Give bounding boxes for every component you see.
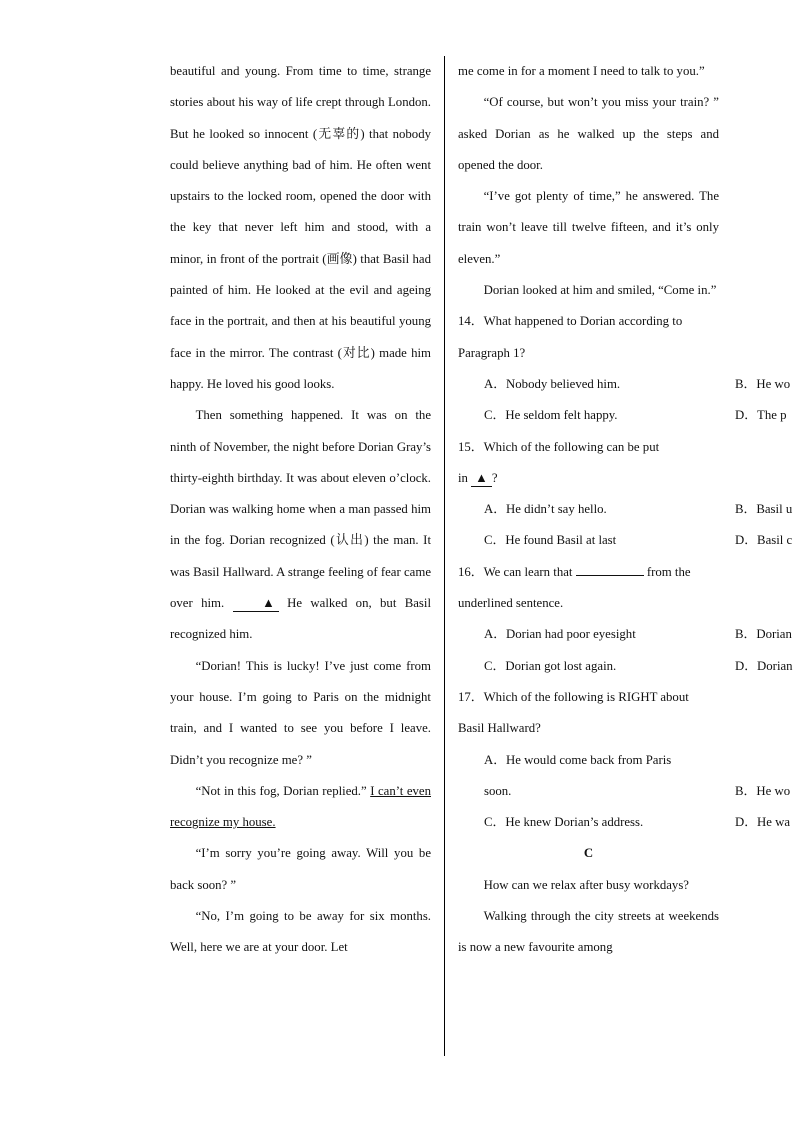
question-14-options-row-1 xyxy=(458,369,794,400)
option-a: A．He didn’t say hello. xyxy=(484,502,607,517)
column-divider xyxy=(444,56,445,1056)
question-16-options-row-1 xyxy=(458,619,794,650)
option-c: C．He knew Dorian’s address. xyxy=(484,815,644,830)
question-15-options-row-2 xyxy=(458,525,794,556)
passage-paragraph: “Dorian! This is lucky! I’ve just come from your house. I’m going to Paris on the midnight train, and I wanted to see you before I leave. Didn’t you recognize me? ” xyxy=(170,658,431,767)
option-d: D．Basil c xyxy=(735,533,793,548)
passage-paragraph: “No, I’m going to be away for six months. Well, here we are at your door. Let xyxy=(170,909,431,955)
passage-paragraph: “I’m sorry you’re going away. Will you be back soon? ” xyxy=(170,846,431,892)
paragraph-text: Then something happened. It was on the ninth of November, the night before Dorian Gray’s thirty-eighth birthday. It was about eleven o’clock. Dorian was walking home when a man passed him in the fog. Dorian recognized (认出) the man. It was Basil Hallward. A strange feeling of fear came over him. xyxy=(170,408,431,611)
answer-blank: ▲ xyxy=(471,470,492,487)
question-15-stem-line-2 xyxy=(458,463,718,494)
question-17-options-row-1 xyxy=(458,776,794,807)
right-column xyxy=(458,56,794,964)
passage-paragraph: Walking through the city streets at weekends is now a new favourite among xyxy=(458,909,719,955)
answer-blank: ▲ xyxy=(233,595,279,612)
question-17-options-row-2 xyxy=(458,807,794,838)
answer-blank-line xyxy=(576,561,644,576)
option-b: B．He wo xyxy=(735,376,791,391)
question-14-options-row-2 xyxy=(458,400,794,431)
option-d: D．He wa xyxy=(735,815,791,830)
section-heading: C xyxy=(583,846,594,861)
option-b: B．Dorian xyxy=(735,627,792,642)
left-column xyxy=(170,56,431,964)
underlined-sentence: I can’t even recognize my house. xyxy=(170,783,431,830)
paragraph-text: He walked on, but Basil recognized him. xyxy=(170,596,432,642)
passage-paragraph xyxy=(170,400,431,650)
option-a-continued: soon. xyxy=(484,783,512,798)
option-a: A．He would come back from Paris xyxy=(484,752,672,767)
option-d: D．Dorian xyxy=(735,658,793,673)
option-c: C．Dorian got lost again. xyxy=(484,658,617,673)
passage-paragraph: Dorian looked at him and smiled, “Come in.” xyxy=(483,283,717,298)
question-15-stem: 15．Which of the following can be put xyxy=(458,439,660,454)
stem-text: in xyxy=(458,470,468,485)
option-c: C．He found Basil at last xyxy=(484,533,617,548)
stem-text: 16．We can learn that xyxy=(458,564,573,579)
question-16-stem xyxy=(458,557,718,620)
passage-paragraph: How can we relax after busy workdays? xyxy=(483,877,689,892)
passage-paragraph xyxy=(170,776,431,839)
option-c: C．He seldom felt happy. xyxy=(484,408,618,423)
option-b: B．He wo xyxy=(735,783,791,798)
passage-paragraph: beautiful and young. From time to time, strange stories about his way of life crept through London. But he looked so innocent (无辜的) that nobody could believe anything bad of him. He often went upstairs to the locked room, opened the door with the key that never left him and stood, with a minor, in front of the portrait (画像) that Basil had painted of him. He looked at the evil and ageing face in the portrait, and then at his beautiful young face in the mirror. The contrast (对比) made him happy. He loved his good looks. xyxy=(170,64,431,391)
question-14-stem: 14．What happened to Dorian according to Paragraph 1? xyxy=(458,314,683,360)
question-16-options-row-2 xyxy=(458,651,794,682)
stem-text: ? xyxy=(491,470,498,485)
paragraph-text: “Not in this fog, Dorian replied.” xyxy=(195,783,367,798)
question-17-stem: 17．Which of the following is RIGHT about Basil Hallward? xyxy=(458,689,689,736)
question-15-options-row-1 xyxy=(458,494,794,525)
passage-paragraph: “I’ve got plenty of time,” he answered. The train won’t leave till twelve fifteen, and it’s only eleven.” xyxy=(458,189,719,266)
passage-paragraph: “Of course, but won’t you miss your train? ” asked Dorian as he walked up the steps and opened the door. xyxy=(458,95,719,172)
stem-text: from the underlined sentence. xyxy=(458,564,691,611)
option-a: A．Nobody believed him. xyxy=(484,376,621,391)
option-b: B．Basil u xyxy=(735,502,793,517)
option-d: D．The p xyxy=(735,408,787,423)
passage-paragraph: me come in for a moment I need to talk to you.” xyxy=(458,64,705,78)
option-a: A．Dorian had poor eyesight xyxy=(484,627,636,642)
